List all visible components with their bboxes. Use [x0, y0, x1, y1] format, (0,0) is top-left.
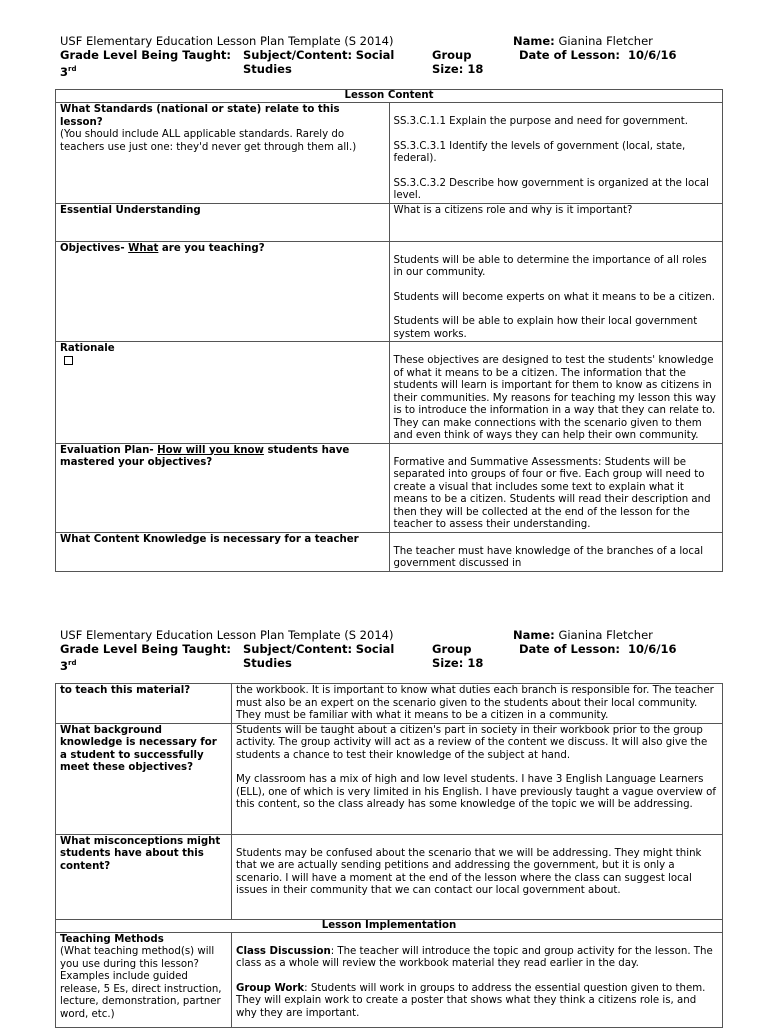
- background-paragraph: Students will be taught about a citizen's part in society in their workbook prior to the group activity. The group activity will act as a review of the content we discuss. It will also give the students a chance to test their knowledge of the subject at hand.: [236, 724, 708, 761]
- template-title: USF Elementary Education Lesson Plan Template (S 2014): [60, 34, 394, 48]
- subject-block: [243, 48, 394, 62]
- name-label: Name:: [513, 628, 555, 642]
- standard-item: SS.3.C.3.2 Describe how government is organized at the local level.: [393, 177, 709, 201]
- lesson-content-table: [55, 89, 723, 572]
- rationale-label-cell: Rationale: [56, 342, 390, 444]
- objective-item: Students will be able to determine the importance of all roles in our community.: [393, 254, 707, 278]
- group-size: Size: 18: [432, 62, 484, 76]
- content-knowledge-label-cont: to teach this material?: [56, 684, 232, 724]
- objective-item: Students will be able to explain how their local government system works.: [393, 316, 698, 340]
- class-discussion-item: Class Discussion: The teacher will introduce the topic and group activity for the lesson. The class as a whole will review the workbook material they read earlier in the day.: [236, 945, 713, 969]
- subject-label: Subject/Content:: [243, 48, 353, 62]
- checkbox-icon: [64, 356, 73, 365]
- template-title: USF Elementary Education Lesson Plan Template (S 2014): [60, 628, 394, 642]
- objectives-label: Objectives- What are you teaching?: [56, 241, 390, 342]
- standards-label-cell: What Standards (national or state) relate to this lesson? (You should include ALL applicable standards. Rarely do teachers use just one: they'd never get through them all.): [56, 103, 390, 204]
- misconceptions-label: What misconceptions might students have about this content?: [56, 834, 232, 919]
- background-label: What background knowledge is necessary for a student to successfully meet these objectives?: [56, 723, 232, 834]
- standard-item: SS.3.C.1.1 Explain the purpose and need for government.: [393, 116, 688, 127]
- subject-block: [243, 642, 394, 656]
- rationale-text: These objectives are designed to test the students' knowledge of what it means to be a citizen. The information that the students will learn is important for them to know as citizens in their communities. My reasons for teaching my lesson this way is to introduce the information in a way that they can relate to. They can make connections with the scenario given to them and even think of ways they can help their own community.: [389, 342, 723, 444]
- background-paragraph: My classroom has a mix of high and low level students. I have 3 English Language Learners (ELL), one of which is very limited in his English. I have previously taught a vague overview of this content, so the class already has some knowledge of the topic we will be addressing.: [236, 774, 716, 810]
- section-title-lesson-implementation: Lesson Implementation: [56, 919, 723, 932]
- content-knowledge-text-cont: the workbook. It is important to know what duties each branch is responsible for. The teacher must also be an expert on the scenario given to the students about their local community. They must be familiar with what it means to be a citizen in a community.: [232, 684, 723, 724]
- name-block: [513, 628, 653, 642]
- misconceptions-text: Students may be confused about the scenario that we will be addressing. They might think that we are actually sending petitions and addressing the government, but it is only a scenario. I will have a moment at the end of the lesson where the class can suggest local issues in their community that we can contact our local government about.: [232, 834, 723, 919]
- subject-value-1: Social: [355, 48, 395, 62]
- subject-value-2: Studies: [243, 62, 292, 76]
- lesson-content-table-continued: [55, 683, 723, 1028]
- date-block: Date of Lesson: 10/6/16: [519, 48, 677, 62]
- name-block: [513, 34, 653, 48]
- subject-label: Subject/Content:: [243, 642, 353, 656]
- section-title-lesson-content: Lesson Content: [56, 90, 723, 103]
- standards-cell: [389, 103, 723, 204]
- content-knowledge-text: The teacher must have knowledge of the branches of a local government discussed in: [389, 532, 723, 571]
- subject-value-2: Studies: [243, 656, 292, 670]
- content-knowledge-label: What Content Knowledge is necessary for a teacher: [56, 532, 390, 571]
- group-size: Size: 18: [432, 656, 484, 670]
- grade-label: Grade Level Being Taught:: [60, 642, 232, 656]
- background-cell: [232, 723, 723, 834]
- grade-value: 3rd: [60, 658, 77, 673]
- objectives-cell: [389, 241, 723, 342]
- standard-item: SS.3.C.3.1 Identify the levels of government (local, state, federal).: [393, 140, 686, 164]
- teaching-methods-label-cell: Teaching Methods (What teaching method(s) will you use during this lesson? Examples include guided release, 5 Es, direct instruction, lecture, demonstration, partner word, etc.): [56, 932, 232, 1027]
- date-block: Date of Lesson: 10/6/16: [519, 642, 677, 656]
- evaluation-text: Formative and Summative Assessments: Students will be separated into groups of four or five. Each group will need to create a visual that includes some text to explain what it means to be a citizen. Students will read their description and then they will be collected at the end of the lesson for the teacher to assess their understanding.: [389, 443, 723, 532]
- essential-text: What is a citizens role and why is it important?: [389, 203, 723, 241]
- group-work-item: Group Work: Students will work in groups to address the essential question given to them. They will explain work to create a poster that shows what they think a citizens role is, and why they are important.: [236, 982, 706, 1019]
- name-value: Gianina Fletcher: [558, 34, 653, 48]
- name-value: Gianina Fletcher: [558, 628, 653, 642]
- group-label: Group: [432, 48, 472, 62]
- teaching-methods-cell: [232, 932, 723, 1027]
- grade-label: Grade Level Being Taught:: [60, 48, 232, 62]
- evaluation-label: Evaluation Plan- How will you know students have mastered your objectives?: [56, 443, 390, 532]
- objective-item: Students will become experts on what it means to be a citizen.: [393, 291, 715, 303]
- grade-value: 3rd: [60, 64, 77, 79]
- essential-label: Essential Understanding: [56, 203, 390, 241]
- subject-value-1: Social: [355, 642, 395, 656]
- name-label: Name:: [513, 34, 555, 48]
- group-label: Group: [432, 642, 472, 656]
